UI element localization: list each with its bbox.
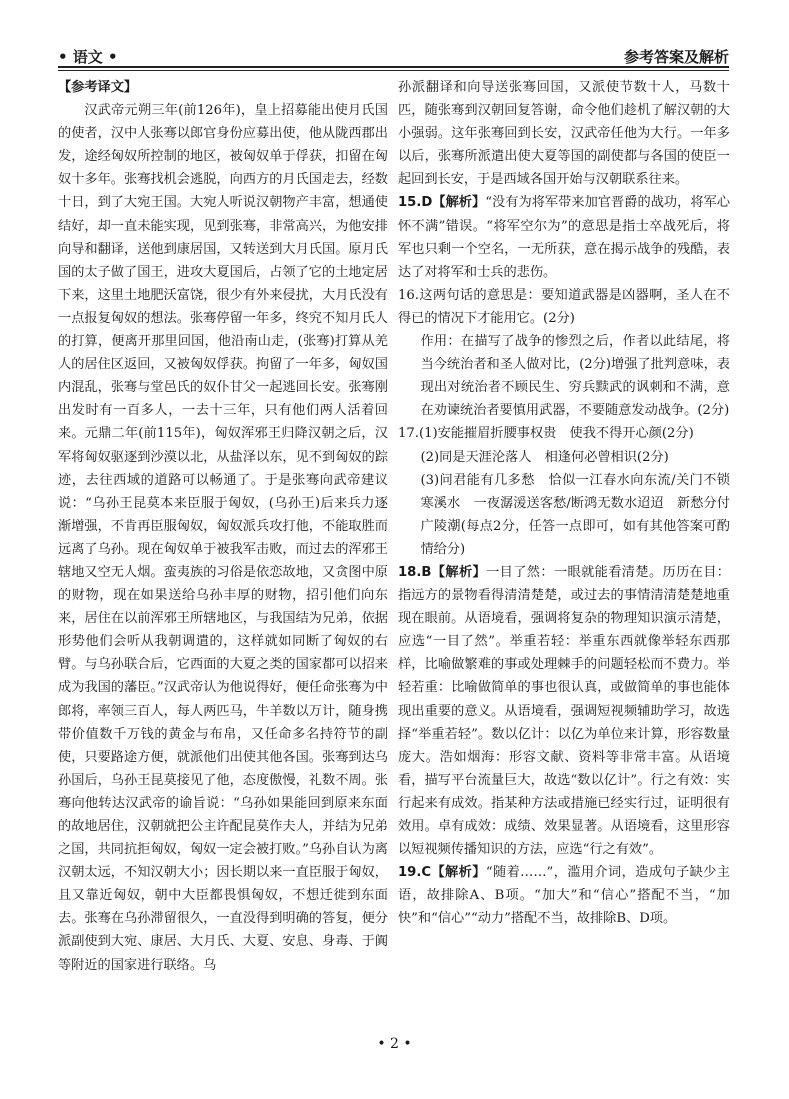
answer-item-15 xyxy=(398,191,730,283)
answer-item-17 xyxy=(398,422,730,561)
translation-continuation: 孙派翻译和向导送张骞回国，又派使节数十人，马数十匹，随张骞到汉朝回复答谢，命令他们趁机了解汉朝的大小强弱。这年张骞回到长安，汉武帝任他为大行。一年多以后，张骞所派遣出使大夏等国的副使都与各国的使臣一起回到长安，于是西域各国开始与汉朝联系往来。 xyxy=(398,80,730,188)
item-number: 19.C xyxy=(398,865,432,881)
item-number: 18.B xyxy=(398,564,432,580)
left-column xyxy=(58,76,388,977)
item-text: 一目了然：一眼就能看清楚。历历在目：指远方的景物看得清清楚楚，或过去的事情清清楚楚地重现在眼前。从语境看，强调将复杂的物理知识演示清楚，应选“一目了然”。举重若轻：举重东西就像举轻东西那样，比喻做繁难的事或处理棘手的问题轻松而不费力。举轻若重：比喻做简单的事也很认真，或做简单的事也能体现出重要的意义。从语境看，强调短视频辅助学习，故选择“举重若轻”。数以亿计：以亿为单位来计算，形容数量庞大。浩如烟海：形容文献、资料等非常丰富。从语境看，描写平台流量巨大，故选“数以亿计”。行之有效：实行起来有成效。指某种方法或措施已经实行过，证明很有效用。卓有成效：成绩、效果显著。从语境看，这里形容以短视频传播知识的方法，应选“行之有效”。 xyxy=(398,564,730,858)
header-rule-thin xyxy=(58,70,729,71)
page-number: • 2 • xyxy=(377,1036,412,1052)
item-text: (1)安能摧眉折腰事权贵 使我不得开心颜(2分) xyxy=(418,426,694,442)
item-text: 这两句话的意思是：要知道武器是凶器啊，圣人在不得已的情况下才能用它。(2分) xyxy=(398,287,730,326)
answer-item-16 xyxy=(398,284,730,423)
answer-item-18 xyxy=(398,561,730,861)
header-rule-thick xyxy=(58,66,729,68)
item-tag: 【解析】 xyxy=(431,865,486,881)
header-title: 参考答案及解析 xyxy=(623,48,729,66)
item-extra-line: (3)问君能有几多愁 恰似一江春水向东流/关门不锁寒溪水 一夜潺湲送客愁/断鸿无数水迢迢 新愁分付广陵潮(每点2分，任答一点即可，如有其他答案可酌情给分) xyxy=(420,472,730,557)
item-extra: 作用：在描写了战争的惨烈之后，作者以此结尾，将当今统治者和圣人做对比，(2分)增强了批判意味，表现出对统治者不顾民生、穷兵黩武的讽刺和不满，意在劝谏统治者要慎用武器，不要随意发动战争。(2分) xyxy=(420,334,730,419)
translation-paragraph: 汉武帝元朔三年(前126年)，皇上招募能出使月氏国的使者，汉中人张骞以郎官身份应募出使，他从陇西郡出发，途经匈奴所控制的地区，被匈奴单于俘获，扣留在匈奴十多年。张骞找机会逃脱，向西方的月氏国走去，经数十日，到了大宛王国。大宛人听说汉朝物产丰富，想通使结好，却一直未能实现，见到张骞，非常高兴，为他安排向导和翻译，送他到康居国，又转送到大月氏国。原月氏国的太子做了国王，进攻大夏国后，占领了它的土地定居下来，这里土地肥沃富饶，很少有外来侵扰，大月氏没有一点报复匈奴的想法。张骞停留一年多，终究不知月氏人的打算，便离开那里回国，他沿南山走，(张骞)打算从羌人的居住区返回，又被匈奴俘获。拘留了一年多，匈奴国内混乱，张骞与堂邑氏的奴仆甘父一起逃回长安。张骞刚出发时有一百多人，一去十三年，只有他们两人活着回来。元鼎二年(前115年)，匈奴浑邪王归降汉朝之后，汉军将匈奴驱逐到沙漠以北，从盐泽以东，见不到匈奴的踪迹，去往西域的道路可以畅通了。于是张骞向武帝建议说：“乌孙王昆莫本来臣服于匈奴，(乌孙王)后来兵力逐渐增强，不肯再臣服匈奴，匈奴派兵攻打他，不能取胜而远离了乌孙。现在匈奴单于被我军击败，而过去的浑邪王辖地又空无人烟。蛮夷族的习俗是依恋故地，又贪图中原的财物，现在如果送给乌孙丰厚的财物，招引他们向东来，居住在以前浑邪王所辖地区，与我国结为兄弟，依据形势他们会听从我朝调遣的，这样就如同断了匈奴的右臂。与乌孙联合后，它西面的大夏之类的国家都可以招来成为我国的藩臣。”汉武帝认为他说得好，便任命张骞为中郎将，率领三百人，每人两匹马，牛羊数以万计，随身携带价值数千万钱的黄金与布帛，又任命多名持符节的副使，只要路途方便，就派他们出使其他各国。张骞到达乌孙国后，乌孙王昆莫接见了他，态度傲慢，礼数不周。张骞向他转达汉武帝的谕旨说：“乌孙如果能回到原来东面的故地居住，汉朝就把公主许配昆莫作夫人，并结为兄弟之国，共同抗拒匈奴，匈奴一定会被打败。”乌孙自认为离汉朝太远，不知汉朝大小；因长期以来一直臣服于匈奴，且又靠近匈奴，朝中大臣都畏惧匈奴，不想迁徙到东面去。张骞在乌孙滞留很久，一直没得到明确的答复，便分派副使到大宛、康居、大月氏、大夏、安息、身毒、于阗等附近的国家进行联络。乌 xyxy=(58,103,388,973)
section-title: 【参考译文】 xyxy=(58,80,138,95)
item-tag: 【解析】 xyxy=(431,564,487,580)
right-column xyxy=(398,76,730,930)
item-number: 16. xyxy=(398,287,419,303)
answer-item-19 xyxy=(398,861,730,930)
item-number: 15.D xyxy=(398,195,433,211)
item-tag: 【解析】 xyxy=(432,195,486,211)
item-extra-line: (2)同是天涯沦落人 相逢何必曾相识(2分) xyxy=(420,449,669,465)
item-text: “没有为将军带来加官晋爵的战功，将军心怀不满”错误。“将军空尔为”的意思是指士卒战死后，将军也只剩一个空名，一无所获，意在揭示战争的残酷，表达了对将军和士兵的悲伤。 xyxy=(398,195,731,280)
item-text: “随着……”，滥用介词，造成句子缺少主语，故排除A、B项。“加大”和“信心”搭配不当，“加快”和“信心”“动力”搭配不当，故排除B、D项。 xyxy=(398,865,730,927)
subject-label: • 语文 • xyxy=(58,48,118,66)
item-number: 17. xyxy=(398,426,419,442)
